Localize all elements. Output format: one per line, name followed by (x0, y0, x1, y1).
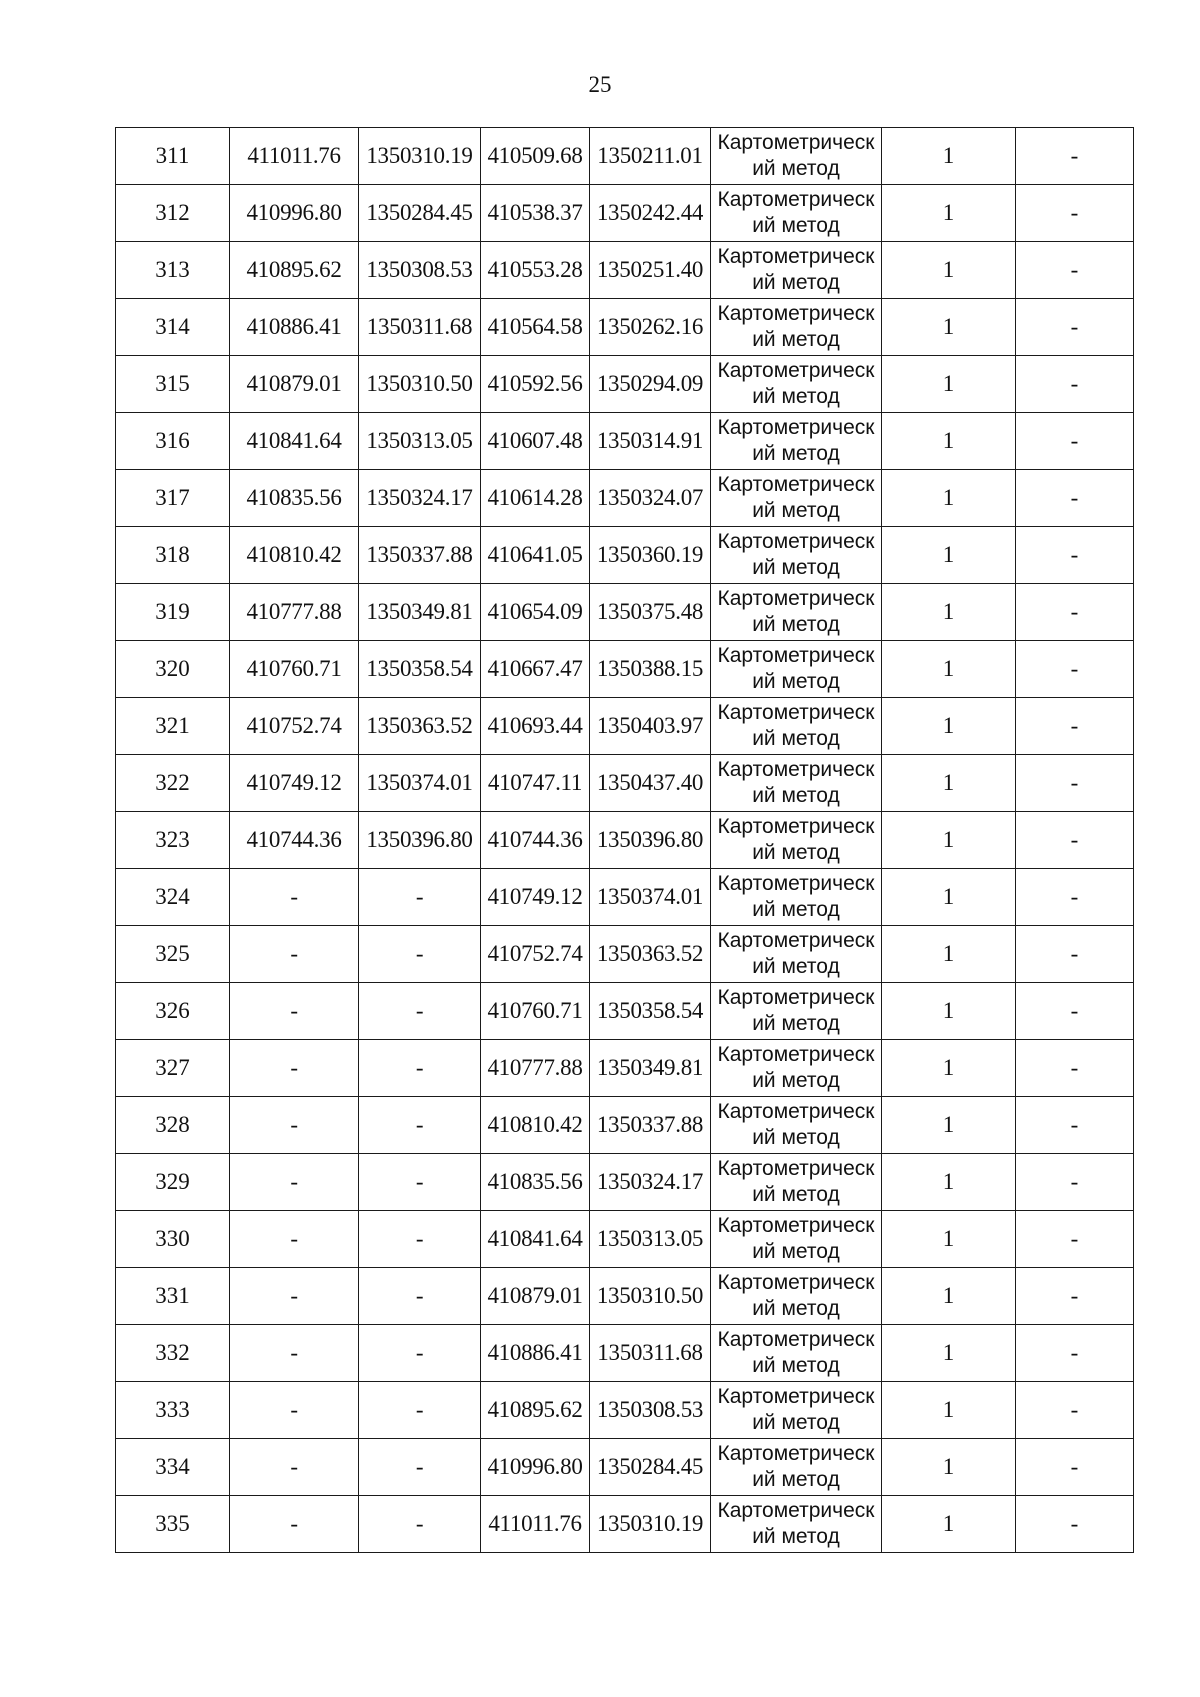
existing-x-cell: - (230, 926, 359, 983)
point-number-cell: 323 (116, 812, 230, 869)
new-y-cell: 1350374.01 (590, 869, 711, 926)
existing-x-cell: 410996.80 (230, 185, 359, 242)
description-cell: - (1016, 926, 1134, 983)
point-number-cell: 318 (116, 527, 230, 584)
existing-y-cell: - (359, 1382, 481, 1439)
method-line-1: Картометрическ (717, 986, 875, 1009)
coordinates-table (115, 127, 1134, 1553)
new-y-cell: 1350314.91 (590, 413, 711, 470)
point-number-cell: 328 (116, 1097, 230, 1154)
page-number: 25 (588, 72, 612, 97)
precision-cell: 1 (882, 1268, 1016, 1325)
method-line-1: Картометрическ (717, 1442, 875, 1465)
method-line-2: ий метод (752, 1240, 840, 1263)
method-cell (711, 242, 882, 299)
table-row (116, 1040, 1134, 1097)
existing-x-cell: - (230, 1496, 359, 1553)
method-line-1: Картометрическ (717, 701, 875, 724)
precision-cell: 1 (882, 812, 1016, 869)
description-cell: - (1016, 1097, 1134, 1154)
new-y-cell: 1350211.01 (590, 128, 711, 185)
table-row (116, 1439, 1134, 1496)
method-cell (711, 812, 882, 869)
point-number-cell: 320 (116, 641, 230, 698)
description-cell: - (1016, 128, 1134, 185)
method-line-2: ий метод (752, 214, 840, 237)
existing-y-cell: - (359, 1040, 481, 1097)
method-cell (711, 1097, 882, 1154)
method-cell (711, 527, 882, 584)
new-x-cell: 410564.58 (481, 299, 590, 356)
existing-y-cell: 1350308.53 (359, 242, 481, 299)
precision-cell: 1 (882, 128, 1016, 185)
new-y-cell: 1350310.50 (590, 1268, 711, 1325)
existing-x-cell: 410810.42 (230, 527, 359, 584)
point-number-cell: 314 (116, 299, 230, 356)
description-cell: - (1016, 242, 1134, 299)
method-line-1: Картометрическ (717, 587, 875, 610)
new-x-cell: 410744.36 (481, 812, 590, 869)
table-row (116, 641, 1134, 698)
new-y-cell: 1350388.15 (590, 641, 711, 698)
point-number-cell: 322 (116, 755, 230, 812)
precision-cell: 1 (882, 698, 1016, 755)
point-number-cell: 329 (116, 1154, 230, 1211)
existing-y-cell: - (359, 869, 481, 926)
table-row (116, 1382, 1134, 1439)
existing-x-cell: 410879.01 (230, 356, 359, 413)
existing-x-cell: 410895.62 (230, 242, 359, 299)
new-x-cell: 410879.01 (481, 1268, 590, 1325)
method-cell (711, 1325, 882, 1382)
precision-cell: 1 (882, 242, 1016, 299)
table-row (116, 470, 1134, 527)
table-row (116, 1496, 1134, 1553)
existing-x-cell: - (230, 1382, 359, 1439)
table-row (116, 812, 1134, 869)
precision-cell: 1 (882, 1040, 1016, 1097)
method-line-2: ий метод (752, 1012, 840, 1035)
method-line-2: ий метод (752, 556, 840, 579)
existing-x-cell: 410749.12 (230, 755, 359, 812)
existing-x-cell: 410744.36 (230, 812, 359, 869)
new-y-cell: 1350262.16 (590, 299, 711, 356)
existing-y-cell: 1350310.50 (359, 356, 481, 413)
method-line-2: ий метод (752, 670, 840, 693)
existing-x-cell: - (230, 1040, 359, 1097)
method-line-1: Картометрическ (717, 929, 875, 952)
new-y-cell: 1350308.53 (590, 1382, 711, 1439)
precision-cell: 1 (882, 470, 1016, 527)
method-line-2: ий метод (752, 1525, 840, 1548)
table-row (116, 755, 1134, 812)
method-line-2: ий метод (752, 784, 840, 807)
new-x-cell: 410835.56 (481, 1154, 590, 1211)
method-line-1: Картометрическ (717, 1157, 875, 1180)
new-x-cell: 410693.44 (481, 698, 590, 755)
method-line-2: ий метод (752, 157, 840, 180)
table-row (116, 1325, 1134, 1382)
description-cell: - (1016, 869, 1134, 926)
new-x-cell: 410667.47 (481, 641, 590, 698)
table-row (116, 527, 1134, 584)
description-cell: - (1016, 584, 1134, 641)
new-x-cell: 410654.09 (481, 584, 590, 641)
existing-y-cell: - (359, 1154, 481, 1211)
description-cell: - (1016, 1382, 1134, 1439)
point-number-cell: 317 (116, 470, 230, 527)
method-line-2: ий метод (752, 955, 840, 978)
description-cell: - (1016, 983, 1134, 1040)
method-line-1: Картометрическ (717, 644, 875, 667)
method-line-2: ий метод (752, 898, 840, 921)
method-line-2: ий метод (752, 328, 840, 351)
description-cell: - (1016, 641, 1134, 698)
precision-cell: 1 (882, 869, 1016, 926)
existing-x-cell: - (230, 1325, 359, 1382)
existing-x-cell: - (230, 1439, 359, 1496)
method-line-1: Картометрическ (717, 815, 875, 838)
new-x-cell: 410810.42 (481, 1097, 590, 1154)
precision-cell: 1 (882, 755, 1016, 812)
description-cell: - (1016, 413, 1134, 470)
table-row (116, 1268, 1134, 1325)
new-y-cell: 1350349.81 (590, 1040, 711, 1097)
point-number-cell: 334 (116, 1439, 230, 1496)
table-row (116, 1211, 1134, 1268)
existing-y-cell: 1350313.05 (359, 413, 481, 470)
description-cell: - (1016, 356, 1134, 413)
precision-cell: 1 (882, 1325, 1016, 1382)
existing-y-cell: - (359, 1097, 481, 1154)
existing-y-cell: - (359, 1439, 481, 1496)
new-y-cell: 1350324.07 (590, 470, 711, 527)
method-line-1: Картометрическ (717, 1043, 875, 1066)
existing-x-cell: - (230, 1268, 359, 1325)
point-number-cell: 326 (116, 983, 230, 1040)
new-x-cell: 410996.80 (481, 1439, 590, 1496)
precision-cell: 1 (882, 1496, 1016, 1553)
table-row (116, 356, 1134, 413)
new-x-cell: 410509.68 (481, 128, 590, 185)
table-row (116, 1154, 1134, 1211)
description-cell: - (1016, 1268, 1134, 1325)
method-line-1: Картометрическ (717, 530, 875, 553)
existing-y-cell: 1350363.52 (359, 698, 481, 755)
table-row (116, 983, 1134, 1040)
existing-y-cell: 1350284.45 (359, 185, 481, 242)
method-cell (711, 926, 882, 983)
point-number-cell: 327 (116, 1040, 230, 1097)
description-cell: - (1016, 299, 1134, 356)
method-cell (711, 869, 882, 926)
method-line-2: ий метод (752, 442, 840, 465)
precision-cell: 1 (882, 983, 1016, 1040)
description-cell: - (1016, 1325, 1134, 1382)
new-y-cell: 1350337.88 (590, 1097, 711, 1154)
existing-x-cell: - (230, 1097, 359, 1154)
new-x-cell: 410641.05 (481, 527, 590, 584)
method-cell (711, 584, 882, 641)
method-line-2: ий метод (752, 1297, 840, 1320)
method-cell (711, 185, 882, 242)
new-x-cell: 410592.56 (481, 356, 590, 413)
new-x-cell: 410607.48 (481, 413, 590, 470)
existing-x-cell: - (230, 1211, 359, 1268)
method-line-2: ий метод (752, 499, 840, 522)
method-cell (711, 1439, 882, 1496)
existing-x-cell: 410841.64 (230, 413, 359, 470)
existing-x-cell: 410835.56 (230, 470, 359, 527)
precision-cell: 1 (882, 527, 1016, 584)
method-line-1: Картометрическ (717, 758, 875, 781)
precision-cell: 1 (882, 926, 1016, 983)
existing-x-cell: 410777.88 (230, 584, 359, 641)
point-number-cell: 325 (116, 926, 230, 983)
method-line-2: ий метод (752, 613, 840, 636)
method-line-1: Картометрическ (717, 1100, 875, 1123)
point-number-cell: 333 (116, 1382, 230, 1439)
method-cell (711, 1268, 882, 1325)
description-cell: - (1016, 698, 1134, 755)
new-x-cell: 410553.28 (481, 242, 590, 299)
method-cell (711, 128, 882, 185)
description-cell: - (1016, 185, 1134, 242)
precision-cell: 1 (882, 413, 1016, 470)
description-cell: - (1016, 1211, 1134, 1268)
existing-y-cell: 1350311.68 (359, 299, 481, 356)
new-y-cell: 1350310.19 (590, 1496, 711, 1553)
precision-cell: 1 (882, 1382, 1016, 1439)
method-line-1: Картометрическ (717, 1328, 875, 1351)
method-line-2: ий метод (752, 841, 840, 864)
new-y-cell: 1350284.45 (590, 1439, 711, 1496)
new-x-cell: 410841.64 (481, 1211, 590, 1268)
method-line-1: Картометрическ (717, 359, 875, 382)
existing-y-cell: 1350337.88 (359, 527, 481, 584)
method-cell (711, 755, 882, 812)
new-y-cell: 1350313.05 (590, 1211, 711, 1268)
new-x-cell: 410538.37 (481, 185, 590, 242)
method-line-2: ий метод (752, 1069, 840, 1092)
table-row (116, 869, 1134, 926)
point-number-cell: 316 (116, 413, 230, 470)
existing-y-cell: - (359, 1211, 481, 1268)
table-row (116, 242, 1134, 299)
precision-cell: 1 (882, 641, 1016, 698)
method-line-1: Картометрическ (717, 302, 875, 325)
method-line-1: Картометрическ (717, 1499, 875, 1522)
description-cell: - (1016, 812, 1134, 869)
precision-cell: 1 (882, 299, 1016, 356)
table-row (116, 185, 1134, 242)
existing-x-cell: - (230, 983, 359, 1040)
new-y-cell: 1350324.17 (590, 1154, 711, 1211)
new-y-cell: 1350294.09 (590, 356, 711, 413)
existing-y-cell: - (359, 983, 481, 1040)
method-cell (711, 983, 882, 1040)
new-y-cell: 1350360.19 (590, 527, 711, 584)
existing-y-cell: 1350349.81 (359, 584, 481, 641)
new-y-cell: 1350375.48 (590, 584, 711, 641)
precision-cell: 1 (882, 1097, 1016, 1154)
existing-x-cell: - (230, 1154, 359, 1211)
point-number-cell: 330 (116, 1211, 230, 1268)
table-body (116, 128, 1134, 1553)
new-x-cell: 411011.76 (481, 1496, 590, 1553)
precision-cell: 1 (882, 356, 1016, 413)
new-y-cell: 1350363.52 (590, 926, 711, 983)
description-cell: - (1016, 527, 1134, 584)
new-y-cell: 1350358.54 (590, 983, 711, 1040)
description-cell: - (1016, 470, 1134, 527)
point-number-cell: 319 (116, 584, 230, 641)
existing-x-cell: 410760.71 (230, 641, 359, 698)
table-row (116, 584, 1134, 641)
existing-y-cell: - (359, 1325, 481, 1382)
method-cell (711, 356, 882, 413)
description-cell: - (1016, 1439, 1134, 1496)
method-line-1: Картометрическ (717, 245, 875, 268)
method-cell (711, 470, 882, 527)
method-cell (711, 1040, 882, 1097)
existing-y-cell: 1350324.17 (359, 470, 481, 527)
table-row (116, 1097, 1134, 1154)
precision-cell: 1 (882, 584, 1016, 641)
table-row (116, 299, 1134, 356)
existing-y-cell: - (359, 926, 481, 983)
point-number-cell: 321 (116, 698, 230, 755)
new-x-cell: 410614.28 (481, 470, 590, 527)
method-line-1: Картометрическ (717, 131, 875, 154)
existing-x-cell: 411011.76 (230, 128, 359, 185)
point-number-cell: 313 (116, 242, 230, 299)
method-cell (711, 1496, 882, 1553)
method-line-2: ий метод (752, 727, 840, 750)
existing-x-cell: 410886.41 (230, 299, 359, 356)
method-line-2: ий метод (752, 1411, 840, 1434)
precision-cell: 1 (882, 185, 1016, 242)
table-row (116, 698, 1134, 755)
new-y-cell: 1350396.80 (590, 812, 711, 869)
method-line-1: Картометрическ (717, 1214, 875, 1237)
method-line-2: ий метод (752, 1126, 840, 1149)
precision-cell: 1 (882, 1154, 1016, 1211)
method-line-1: Картометрическ (717, 1271, 875, 1294)
existing-x-cell: 410752.74 (230, 698, 359, 755)
new-x-cell: 410747.11 (481, 755, 590, 812)
precision-cell: 1 (882, 1211, 1016, 1268)
existing-y-cell: 1350396.80 (359, 812, 481, 869)
existing-y-cell: - (359, 1268, 481, 1325)
description-cell: - (1016, 1154, 1134, 1211)
method-line-1: Картометрическ (717, 1385, 875, 1408)
new-y-cell: 1350437.40 (590, 755, 711, 812)
new-y-cell: 1350242.44 (590, 185, 711, 242)
new-x-cell: 410752.74 (481, 926, 590, 983)
description-cell: - (1016, 755, 1134, 812)
method-line-1: Картометрическ (717, 416, 875, 439)
new-x-cell: 410760.71 (481, 983, 590, 1040)
point-number-cell: 335 (116, 1496, 230, 1553)
method-cell (711, 698, 882, 755)
method-line-1: Картометрическ (717, 872, 875, 895)
new-x-cell: 410749.12 (481, 869, 590, 926)
existing-y-cell: 1350374.01 (359, 755, 481, 812)
point-number-cell: 324 (116, 869, 230, 926)
new-y-cell: 1350403.97 (590, 698, 711, 755)
precision-cell: 1 (882, 1439, 1016, 1496)
point-number-cell: 311 (116, 128, 230, 185)
method-cell (711, 1154, 882, 1211)
existing-x-cell: - (230, 869, 359, 926)
method-cell (711, 299, 882, 356)
method-line-2: ий метод (752, 1468, 840, 1491)
method-line-2: ий метод (752, 1354, 840, 1377)
new-x-cell: 410895.62 (481, 1382, 590, 1439)
point-number-cell: 331 (116, 1268, 230, 1325)
method-cell (711, 413, 882, 470)
new-y-cell: 1350311.68 (590, 1325, 711, 1382)
table-row (116, 413, 1134, 470)
table-row (116, 128, 1134, 185)
method-line-1: Картометрическ (717, 188, 875, 211)
method-line-2: ий метод (752, 271, 840, 294)
existing-y-cell: 1350310.19 (359, 128, 481, 185)
new-x-cell: 410886.41 (481, 1325, 590, 1382)
point-number-cell: 332 (116, 1325, 230, 1382)
method-line-2: ий метод (752, 385, 840, 408)
method-cell (711, 1211, 882, 1268)
new-y-cell: 1350251.40 (590, 242, 711, 299)
point-number-cell: 312 (116, 185, 230, 242)
table-row (116, 926, 1134, 983)
description-cell: - (1016, 1040, 1134, 1097)
existing-y-cell: - (359, 1496, 481, 1553)
method-cell (711, 641, 882, 698)
method-line-1: Картометрическ (717, 473, 875, 496)
new-x-cell: 410777.88 (481, 1040, 590, 1097)
method-line-2: ий метод (752, 1183, 840, 1206)
existing-y-cell: 1350358.54 (359, 641, 481, 698)
description-cell: - (1016, 1496, 1134, 1553)
point-number-cell: 315 (116, 356, 230, 413)
method-cell (711, 1382, 882, 1439)
